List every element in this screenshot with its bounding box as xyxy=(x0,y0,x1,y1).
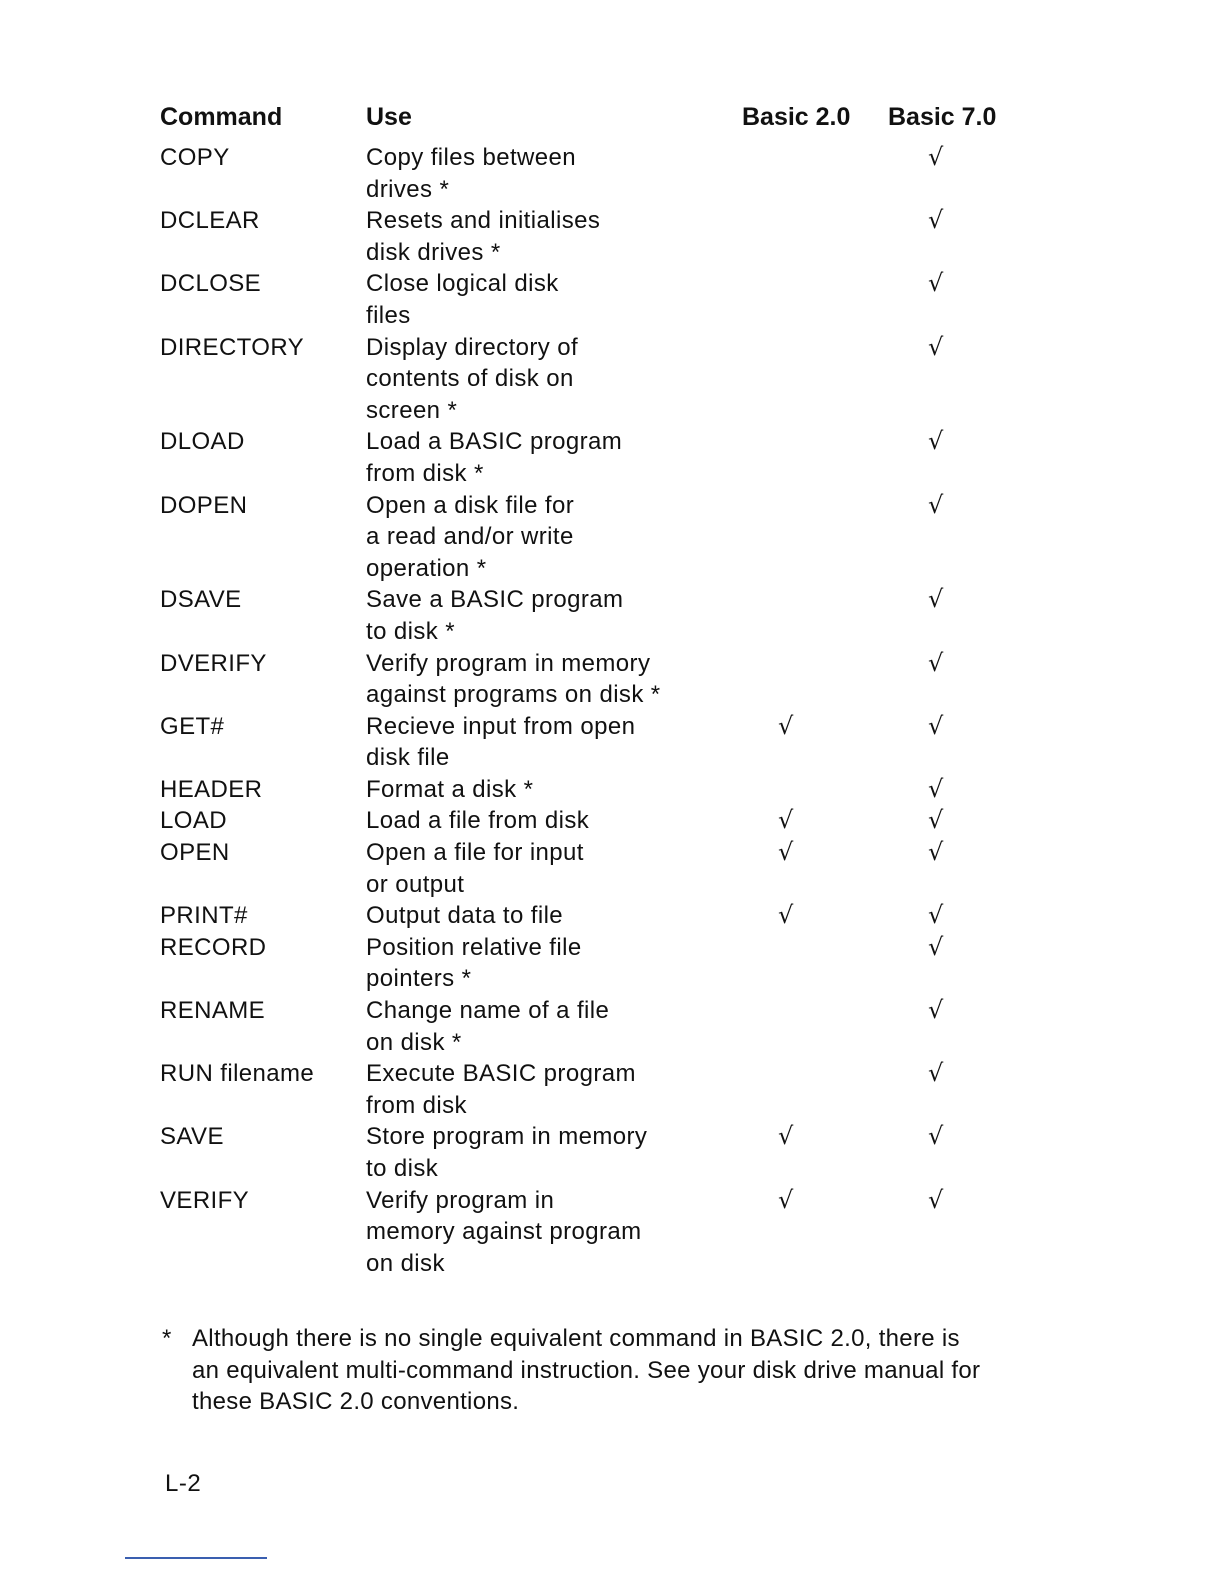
basic-2-0-cell xyxy=(728,1185,868,1280)
check-mark-icon: √ xyxy=(928,1185,944,1214)
use-cell xyxy=(364,932,728,995)
table-header xyxy=(158,102,1018,142)
page-number: L-2 xyxy=(165,1470,202,1497)
table-row xyxy=(158,711,1018,774)
use-line: Open a file for input xyxy=(366,839,584,867)
use-line: disk drives * xyxy=(366,238,501,266)
table-row xyxy=(158,648,1018,711)
check-mark-icon: √ xyxy=(928,711,944,740)
header-basic-7-0: Basic 7.0 xyxy=(888,103,997,131)
basic-2-0-cell xyxy=(728,490,868,585)
use-line: Format a disk * xyxy=(366,775,534,803)
basic-2-0-cell xyxy=(728,332,868,427)
basic-2-0-cell xyxy=(728,426,868,489)
table-row xyxy=(158,426,1018,489)
basic-2-0-cell xyxy=(728,995,868,1058)
use-cell xyxy=(364,648,728,711)
basic-7-0-cell xyxy=(868,774,1018,806)
use-line: contents of disk on xyxy=(366,365,574,393)
basic-7-0-cell xyxy=(868,332,1018,427)
use-line: Open a disk file for xyxy=(366,491,575,519)
use-line: Close logical disk xyxy=(366,270,559,298)
basic-2-0-cell xyxy=(728,900,868,932)
header-basic-2-0: Basic 2.0 xyxy=(742,103,851,131)
use-line: screen * xyxy=(366,396,458,424)
basic-7-0-cell xyxy=(868,805,1018,837)
command-cell: COPY xyxy=(160,144,230,171)
basic-2-0-cell xyxy=(728,205,868,268)
table-row xyxy=(158,1121,1018,1184)
command-cell: PRINT# xyxy=(160,902,248,930)
command-cell: DVERIFY xyxy=(160,649,267,677)
use-line: on disk xyxy=(366,1249,445,1277)
basic-2-0-cell xyxy=(728,805,868,837)
use-cell xyxy=(364,332,728,427)
use-cell xyxy=(364,142,728,205)
check-mark-icon: √ xyxy=(928,648,944,677)
use-line: memory against program xyxy=(366,1218,642,1246)
use-line: Store program in memory xyxy=(366,1123,648,1151)
command-cell: LOAD xyxy=(160,807,227,835)
check-mark-icon: √ xyxy=(928,332,944,361)
basic-7-0-cell xyxy=(868,142,1018,205)
check-mark-icon: √ xyxy=(928,901,944,930)
command-cell: DCLEAR xyxy=(160,207,260,235)
basic-2-0-cell xyxy=(728,1058,868,1121)
use-cell xyxy=(364,1121,728,1184)
check-mark-icon: √ xyxy=(928,932,944,961)
check-mark-icon: √ xyxy=(778,1185,794,1214)
command-cell: DLOAD xyxy=(160,428,245,456)
use-line: Resets and initialises xyxy=(366,207,601,235)
header-row xyxy=(158,102,1018,142)
use-line: disk file xyxy=(366,744,450,772)
basic-2-0-cell xyxy=(728,584,868,647)
command-cell: DIRECTORY xyxy=(160,333,305,361)
check-mark-icon: √ xyxy=(928,806,944,835)
use-cell xyxy=(364,900,728,932)
table-row xyxy=(158,932,1018,995)
basic-2-0-cell xyxy=(728,648,868,711)
footnote-marker: * xyxy=(162,1325,172,1352)
check-mark-icon: √ xyxy=(928,143,944,171)
basic-2-0-cell xyxy=(728,711,868,774)
command-cell: DOPEN xyxy=(160,491,248,519)
command-cell: HEADER xyxy=(160,775,263,803)
check-mark-icon: √ xyxy=(928,996,944,1025)
use-line: Load a file from disk xyxy=(366,807,590,835)
check-mark-icon: √ xyxy=(778,838,794,867)
basic-7-0-cell xyxy=(868,995,1018,1058)
basic-7-0-cell xyxy=(868,1185,1018,1280)
use-line: operation * xyxy=(366,554,487,582)
check-mark-icon: √ xyxy=(928,1059,944,1088)
use-line: drives * xyxy=(366,175,450,203)
use-cell xyxy=(364,711,728,774)
table-row xyxy=(158,268,1018,331)
basic-7-0-cell xyxy=(868,268,1018,331)
check-mark-icon: √ xyxy=(778,901,794,930)
table-row xyxy=(158,995,1018,1058)
use-line: Recieve input from open xyxy=(366,712,636,740)
check-mark-icon: √ xyxy=(928,427,944,456)
table-body xyxy=(158,142,1018,1279)
table-row xyxy=(158,774,1018,806)
use-cell xyxy=(364,205,728,268)
table-row xyxy=(158,205,1018,268)
use-cell xyxy=(364,426,728,489)
basic-7-0-cell xyxy=(868,584,1018,647)
use-line: against programs on disk * xyxy=(366,681,661,709)
basic-2-0-cell xyxy=(728,774,868,806)
basic-7-0-cell xyxy=(868,900,1018,932)
check-mark-icon: √ xyxy=(928,269,944,298)
check-mark-icon: √ xyxy=(928,585,944,614)
basic-7-0-cell xyxy=(868,426,1018,489)
basic-7-0-cell xyxy=(868,490,1018,585)
use-line: to disk xyxy=(366,1155,439,1182)
command-cell: VERIFY xyxy=(160,1186,250,1214)
basic-7-0-cell xyxy=(868,205,1018,268)
basic-2-0-cell xyxy=(728,268,868,331)
footnote xyxy=(160,1323,1020,1418)
bottom-divider xyxy=(125,1557,267,1559)
command-cell: RUN filename xyxy=(160,1060,315,1088)
table-row xyxy=(158,584,1018,647)
use-cell xyxy=(364,584,728,647)
table-row xyxy=(158,1185,1018,1280)
check-mark-icon: √ xyxy=(928,1122,944,1151)
use-line: from disk xyxy=(366,1091,467,1119)
table-row xyxy=(158,332,1018,427)
basic-2-0-cell xyxy=(728,142,868,205)
use-line: Position relative file xyxy=(366,933,582,961)
check-mark-icon: √ xyxy=(928,206,944,235)
command-cell: DCLOSE xyxy=(160,270,262,298)
basic-2-0-cell xyxy=(728,932,868,995)
use-line: Output data to file xyxy=(366,902,564,930)
basic-7-0-cell xyxy=(868,932,1018,995)
use-cell xyxy=(364,774,728,806)
use-cell xyxy=(364,805,728,837)
command-cell: GET# xyxy=(160,712,225,740)
header-use: Use xyxy=(366,103,412,131)
check-mark-icon: √ xyxy=(778,1122,794,1151)
table-row xyxy=(158,837,1018,900)
command-cell: OPEN xyxy=(160,839,230,867)
table-row xyxy=(158,490,1018,585)
check-mark-icon: √ xyxy=(778,711,794,740)
table-row xyxy=(158,805,1018,837)
basic-2-0-cell xyxy=(728,837,868,900)
command-cell: RENAME xyxy=(160,997,266,1025)
use-cell xyxy=(364,1058,728,1121)
use-line: Load a BASIC program xyxy=(366,428,623,456)
basic-7-0-cell xyxy=(868,711,1018,774)
use-line: Execute BASIC program xyxy=(366,1060,636,1088)
use-line: Verify program in xyxy=(366,1186,555,1214)
use-line: Verify program in memory xyxy=(366,649,651,677)
use-line: files xyxy=(366,301,411,329)
table-row xyxy=(158,142,1018,205)
basic-7-0-cell xyxy=(868,648,1018,711)
use-line: Copy files between xyxy=(366,144,576,171)
use-line: or output xyxy=(366,870,465,898)
use-line: from disk * xyxy=(366,459,484,487)
command-cell: DSAVE xyxy=(160,586,242,614)
use-cell xyxy=(364,995,728,1058)
basic-7-0-cell xyxy=(868,1121,1018,1184)
table-row xyxy=(158,1058,1018,1121)
command-table xyxy=(158,102,1018,1279)
use-line: Save a BASIC program xyxy=(366,586,624,614)
check-mark-icon: √ xyxy=(778,806,794,835)
use-cell xyxy=(364,490,728,585)
check-mark-icon: √ xyxy=(928,774,944,803)
use-line: to disk * xyxy=(366,617,455,645)
footnote-text: Although there is no single equivalent command in BASIC 2.0, there is an equivalent multi-command instruction. See your disk drive manual for these BASIC 2.0 conventions. xyxy=(192,1325,981,1416)
header-command: Command xyxy=(160,103,283,131)
use-line: Display directory of xyxy=(366,333,579,361)
basic-2-0-cell xyxy=(728,1121,868,1184)
use-line: a read and/or write xyxy=(366,523,574,551)
check-mark-icon: √ xyxy=(928,838,944,867)
use-line: Change name of a file xyxy=(366,997,610,1025)
use-line: on disk * xyxy=(366,1028,462,1056)
command-cell: SAVE xyxy=(160,1123,224,1151)
use-cell xyxy=(364,268,728,331)
basic-7-0-cell xyxy=(868,1058,1018,1121)
use-cell xyxy=(364,837,728,900)
basic-7-0-cell xyxy=(868,837,1018,900)
use-line: pointers * xyxy=(366,965,472,993)
check-mark-icon: √ xyxy=(928,490,944,519)
use-cell xyxy=(364,1185,728,1280)
command-cell: RECORD xyxy=(160,933,267,961)
table-row xyxy=(158,900,1018,932)
